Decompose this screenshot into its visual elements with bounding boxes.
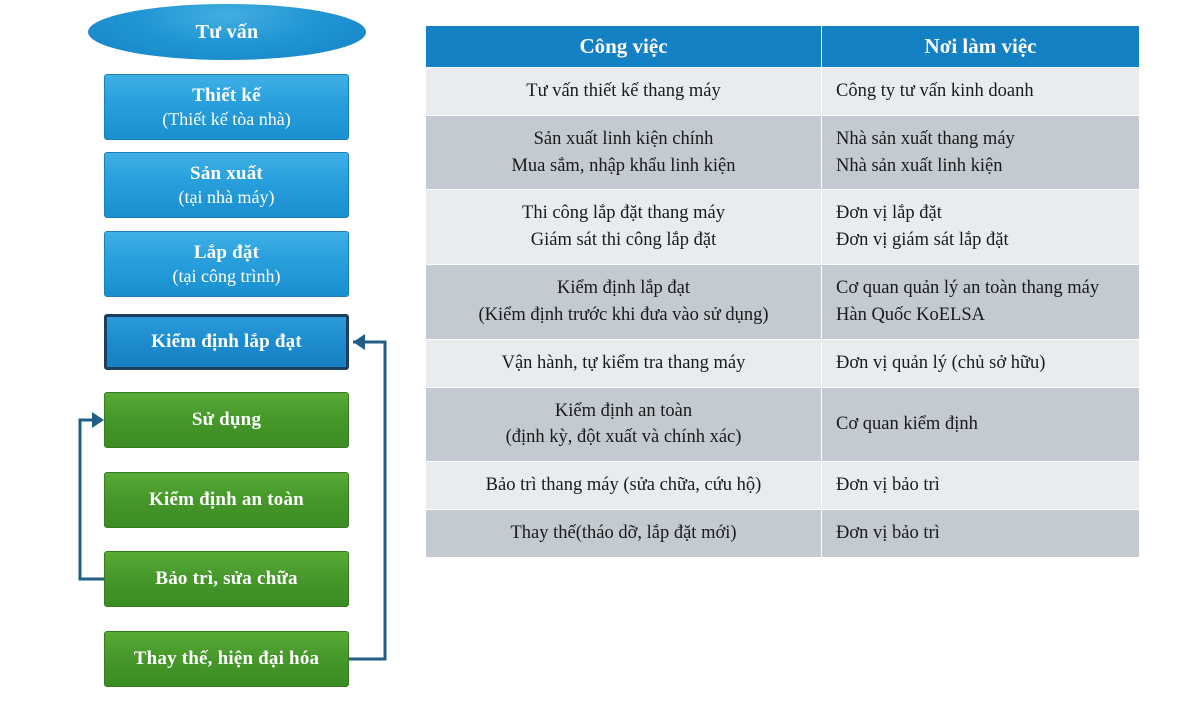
process-flow-diagram <box>0 0 420 704</box>
flow-node-label: Sử dụng <box>191 409 262 431</box>
cell-workplace: Cơ quan kiểm định <box>822 387 1140 462</box>
table-row <box>426 509 1140 557</box>
table-row <box>426 387 1140 462</box>
flow-node-design[interactable] <box>104 74 349 140</box>
cell-workplace: Đơn vị quản lý (chủ sở hữu) <box>822 339 1140 387</box>
table-row <box>426 462 1140 510</box>
flow-node-label: Bảo trì, sửa chữa <box>155 568 298 590</box>
flow-node-maintenance[interactable] <box>104 551 349 607</box>
flow-node-label: Thay thế, hiện đại hóa <box>133 648 320 670</box>
table-row <box>426 339 1140 387</box>
cell-job: Kiểm định lắp đạt (Kiểm định trước khi đưa vào sử dụng) <box>426 265 822 340</box>
cell-job: Vận hành, tự kiểm tra thang máy <box>426 339 822 387</box>
table-header-row <box>426 26 1140 68</box>
flow-node-safety-inspection[interactable] <box>104 472 349 528</box>
cell-job: Sản xuất linh kiện chính Mua sắm, nhập khẩu linh kiện <box>426 115 822 190</box>
flow-node-label: Kiểm định an toàn <box>149 489 304 511</box>
table-row <box>426 190 1140 265</box>
cell-workplace: Cơ quan quản lý an toàn thang máy Hàn Quốc KoELSA <box>822 265 1140 340</box>
flow-node-replacement[interactable] <box>104 631 349 687</box>
cell-workplace: Nhà sản xuất thang máy Nhà sản xuất linh kiện <box>822 115 1140 190</box>
flow-node-label: Kiểm định lắp đạt <box>151 331 302 353</box>
flow-node-label: Lắp đặt <box>193 241 260 263</box>
flow-node-label: Thiết kế <box>192 84 261 106</box>
flow-node-sublabel: (tại công trình) <box>172 265 281 286</box>
table-row <box>426 68 1140 116</box>
table-row <box>426 115 1140 190</box>
cell-job: Tư vấn thiết kế thang máy <box>426 68 822 116</box>
flow-node-produce[interactable] <box>104 152 349 218</box>
cell-workplace: Đơn vị bảo trì <box>822 509 1140 557</box>
cell-job: Bảo trì thang máy (sửa chữa, cứu hộ) <box>426 462 822 510</box>
cell-job: Thay thế(tháo dỡ, lắp đặt mới) <box>426 509 822 557</box>
flow-node-use[interactable] <box>104 392 349 448</box>
work-responsibility-table <box>425 25 1140 558</box>
column-header-job: Công việc <box>426 26 822 68</box>
cell-job: Thi công lắp đặt thang máy Giám sát thi công lắp đặt <box>426 190 822 265</box>
column-header-workplace: Nơi làm việc <box>822 26 1140 68</box>
flow-node-label: Sản xuất <box>190 162 263 184</box>
flow-node-consult[interactable] <box>88 4 366 60</box>
cell-workplace: Đơn vị bảo trì <box>822 462 1140 510</box>
table-row <box>426 265 1140 340</box>
flow-node-sublabel: (tại nhà máy) <box>178 186 275 207</box>
cell-workplace: Đơn vị lắp đặt Đơn vị giám sát lắp đặt <box>822 190 1140 265</box>
flow-node-sublabel: (Thiết kế tòa nhà) <box>162 108 291 129</box>
flow-node-inspection-on-install[interactable] <box>104 314 349 370</box>
flow-node-label: Tư vấn <box>195 20 259 43</box>
flow-node-install[interactable] <box>104 231 349 297</box>
cell-job: Kiểm định an toàn (định kỳ, đột xuất và chính xác) <box>426 387 822 462</box>
cell-workplace: Công ty tư vấn kinh doanh <box>822 68 1140 116</box>
